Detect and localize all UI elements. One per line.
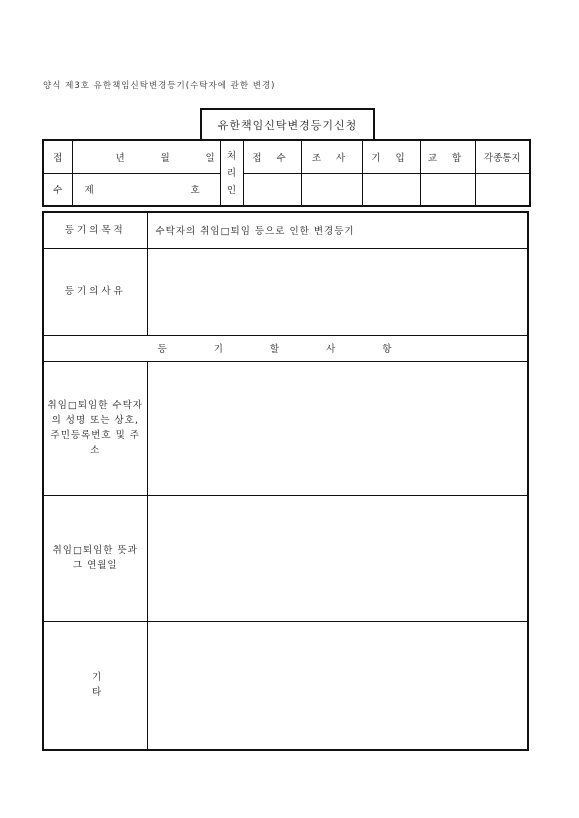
- form-title: 유한책임신탁변경등기신청: [200, 108, 375, 139]
- items-header: 등 기 할 사 항: [43, 335, 528, 361]
- col-check: 교 합: [420, 140, 475, 173]
- other-field[interactable]: [147, 621, 528, 750]
- application-table: [42, 211, 529, 751]
- receipt-date-field[interactable]: [72, 140, 220, 173]
- year-label: 년: [115, 152, 125, 164]
- stamp-entry[interactable]: [362, 173, 420, 206]
- date-label: 취임□퇴임한 뜻과 그 연월일: [43, 495, 147, 621]
- reason-label: 등기의사유: [43, 248, 147, 335]
- stamp-receipt[interactable]: [243, 173, 301, 206]
- trustee-label: 취임□퇴임한 수탁자의 성명 또는 상호, 주민등록번호 및 주소: [43, 361, 147, 495]
- month-label: 월: [160, 152, 170, 164]
- form-number-label: 양식 제3호 유한책임신탁변경등기(수탁자에 관한 변경): [43, 81, 276, 91]
- trustee-field[interactable]: [147, 361, 528, 495]
- stamp-check[interactable]: [420, 173, 475, 206]
- stamp-notices[interactable]: [475, 173, 530, 206]
- col-receipt: 접 수: [243, 140, 301, 173]
- reason-field[interactable]: [147, 248, 528, 335]
- receipt-number-field[interactable]: [72, 173, 220, 206]
- receipt-label-top: 접: [43, 140, 72, 173]
- no-suffix: 호: [190, 185, 200, 197]
- date-field[interactable]: [147, 495, 528, 621]
- processor-label: 처 리 인: [220, 140, 243, 206]
- purpose-label: 등기의목적: [43, 212, 147, 248]
- receipt-label-bottom: 수: [43, 173, 72, 206]
- col-entry: 기 입: [362, 140, 420, 173]
- purpose-value[interactable]: 수탁자의 취임□퇴임 등으로 인한 변경등기: [147, 212, 528, 248]
- no-prefix: 제: [84, 185, 94, 197]
- stamp-review[interactable]: [301, 173, 362, 206]
- receipt-table: [42, 139, 531, 207]
- other-label: 기 타: [43, 621, 147, 750]
- col-notices: 각종통지: [475, 140, 530, 173]
- day-label: 일: [205, 152, 215, 164]
- col-review: 조 사: [301, 140, 362, 173]
